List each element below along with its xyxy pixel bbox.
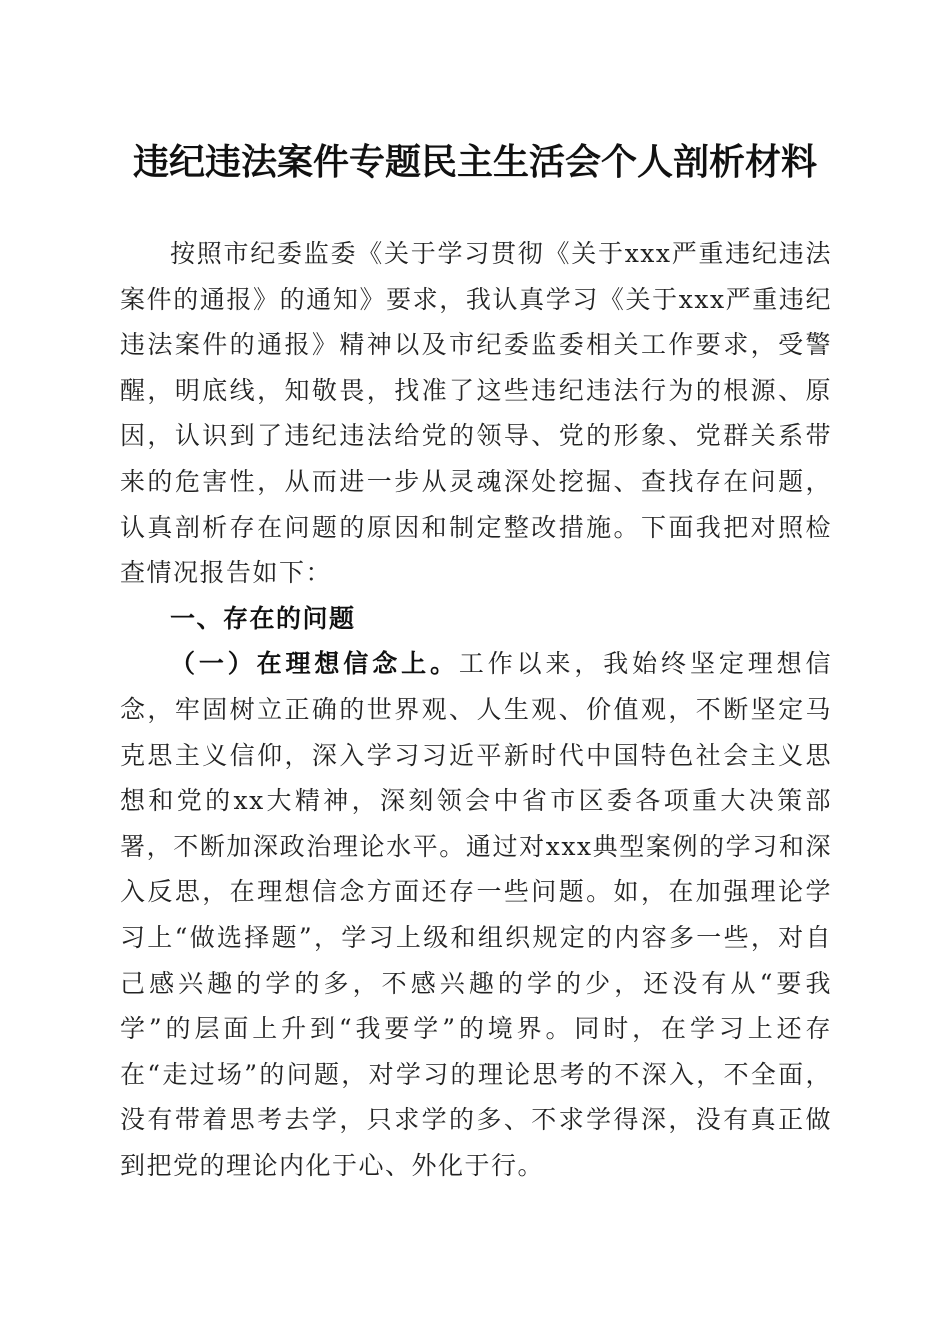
document-body bbox=[120, 231, 832, 1188]
section-heading: 一、存在的问题 bbox=[170, 603, 356, 633]
intro-paragraph: 按照市纪委监委《关于学习贯彻《关于xxx严重违纪违法案件的通报》的通知》要求，我认真学习《关于xxx严重违纪违法案件的通报》精神以及市纪委监委相关工作要求，受警醒，明底线，知敬畏，找准了这些违纪违法行为的根源、原因，认识到了违纪违法给党的领导、党的形象、党群关系带来的危害性，从而进一步从灵魂深处挖掘、查找存在问题，认真剖析存在问题的原因和制定整改措施。下面我把对照检查情况报告如下： bbox=[120, 239, 832, 588]
subsection-heading: （一）在理想信念上。 bbox=[170, 649, 459, 679]
subsection-paragraph bbox=[120, 641, 832, 1188]
subsection-body: 工作以来，我始终坚定理想信念，牢固树立正确的世界观、人生观、价值观，不断坚定马克思主义信仰，深入学习习近平新时代中国特色社会主义思想和党的xx大精神，深刻领会中省市区委各项重大决策部署，不断加深政治理论水平。通过对xxx典型案例的学习和深入反思，在理想信念方面还存一些问题。如，在加强理论学习上“做选择题”，学习上级和组织规定的内容多一些，对自己感兴趣的学的多，不感兴趣的学的少，还没有从“要我学”的层面上升到“我要学”的境界。同时，在学习上还存在“走过场”的问题，对学习的理论思考的不深入，不全面，没有带着思考去学，只求学的多、不求学得深，没有真正做到把党的理论内化于心、外化于行。 bbox=[120, 649, 832, 1180]
document-title: 违纪违法案件专题民主生活会个人剖析材料 bbox=[132, 141, 817, 183]
